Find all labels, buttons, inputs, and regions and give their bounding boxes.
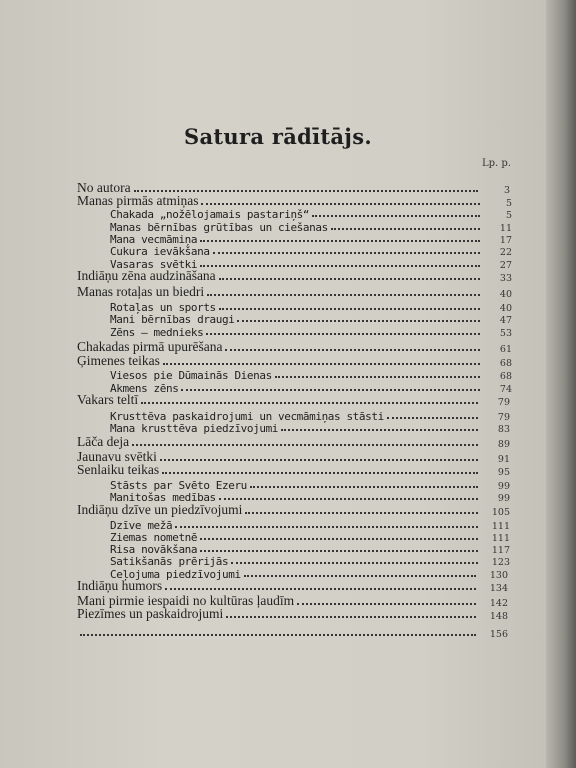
toc-entry [77, 392, 510, 408]
toc-entry-title: Akmens zēns [110, 382, 179, 395]
toc-entry-title: Ģimenes teikas [77, 353, 160, 368]
dot-leader [244, 575, 476, 577]
toc-page-number: 79 [497, 412, 510, 423]
dot-leader [162, 472, 478, 474]
toc-page-number: 27 [499, 260, 512, 271]
toc-entry-title: Manitošas medības [110, 491, 216, 504]
toc-page-number: 3 [503, 185, 510, 196]
dot-leader [219, 498, 478, 500]
toc-entry-title: Manas pirmās atmiņas [77, 193, 199, 208]
toc-page-number: 142 [489, 598, 508, 609]
toc-entry [110, 419, 510, 435]
dot-leader [219, 278, 480, 280]
toc-page-number: 74 [499, 384, 512, 395]
toc-entry [77, 606, 508, 622]
dot-leader [80, 634, 476, 636]
page-title: Satura rādītājs. [184, 124, 372, 149]
dot-leader [132, 444, 478, 446]
toc-entry-title: Indiāņu dzīve un piedzīvojumi [77, 502, 243, 517]
dot-leader [134, 190, 478, 192]
toc-entry-title: Krusttēva paskaidrojumi un vecmāmiņas stāsti [110, 410, 384, 423]
toc-page-number: 22 [499, 247, 512, 258]
toc-entry-title: No autora [77, 180, 131, 195]
toc-entry-title: Dzīve mežā [110, 519, 173, 532]
toc-page-number: 95 [497, 467, 510, 478]
dot-leader [160, 459, 478, 461]
toc-page-number: 79 [497, 397, 510, 408]
toc-page-number: 83 [497, 424, 510, 435]
dot-leader [225, 349, 480, 351]
toc-page-number: 68 [499, 371, 512, 382]
toc-entry-title: Satikšanās prērijās [110, 555, 229, 568]
toc-entry-title: Mani bērnības draugi [110, 313, 235, 326]
dot-leader [213, 252, 480, 254]
toc-page-number: 99 [497, 493, 510, 504]
dot-leader [181, 389, 480, 391]
toc-entry-title: Chakadas pirmā upurēšana [77, 339, 223, 354]
toc-entry-title: Senlaiku teikas [77, 462, 160, 477]
toc-entry-title: Stāsts par Svēto Ezeru [110, 479, 247, 492]
dot-leader [237, 320, 480, 322]
dot-leader [281, 429, 478, 431]
toc-page-number: 17 [499, 235, 512, 246]
dot-leader [245, 512, 478, 514]
book-spine-shadow [546, 0, 576, 768]
dot-leader [275, 376, 480, 378]
toc-page-number: 11 [499, 223, 512, 234]
toc-page-number: 99 [497, 481, 510, 492]
page-column-header: Lp. p. [482, 158, 511, 169]
toc-entry-title: Mana vecmāmiņa [110, 233, 198, 246]
toc-entry-title: Ceļojuma piedzīvojumi [110, 568, 241, 581]
toc-entry-title: Chakada „nožēlojamais pastariņš“ [110, 208, 310, 221]
toc-page-number: 89 [497, 439, 510, 450]
toc-entry-title: Piezīmes un paskaidrojumi [77, 606, 224, 621]
toc-entry-title: Ziemas nometnē [110, 531, 198, 544]
toc-page-number: 111 [491, 521, 510, 532]
toc-page-number: 5 [505, 198, 512, 209]
toc-entry-title: Cukura ievākšana [110, 245, 210, 258]
toc-page-number: 40 [499, 289, 512, 300]
toc-entry [77, 624, 508, 640]
dot-leader [200, 265, 480, 267]
toc-entry-title: Jaunavu svētki [77, 449, 157, 464]
toc-page-number: 156 [489, 629, 508, 640]
dot-leader [165, 588, 476, 590]
toc-entry-title: Viesos pie Dūmainās Dienas [110, 369, 272, 382]
dot-leader [163, 363, 480, 365]
toc-entry-title: Vasaras svētki [110, 258, 198, 271]
toc-entry [77, 434, 510, 450]
dot-leader [141, 402, 478, 404]
toc-entry [77, 578, 508, 594]
toc-page-number: 117 [491, 545, 510, 556]
toc-entry-title: Risa novākšana [110, 543, 198, 556]
toc-entry-title: Vakars teltī [77, 392, 139, 407]
toc-entry-title: Manas rotaļas un biedri [77, 284, 205, 299]
toc-page-number: 105 [491, 507, 510, 518]
toc-entry [77, 268, 512, 284]
toc-page-number: 40 [499, 303, 512, 314]
toc-entry-title: Lāča deja [77, 434, 130, 449]
toc-page-number: 33 [499, 273, 512, 284]
toc-entry-title: Mani pirmie iespaidi no kultūras ļaudīm [77, 593, 295, 608]
toc-entry-title: Manas bērnības grūtības un ciešanas [110, 221, 328, 234]
toc-page-number: 134 [489, 583, 508, 594]
dot-leader [226, 616, 476, 618]
toc-page-number: 53 [499, 328, 512, 339]
toc-entry [110, 323, 512, 339]
toc-page-number: 5 [505, 210, 512, 221]
toc-page-number: 68 [499, 358, 512, 369]
dot-leader [207, 294, 480, 296]
toc-page-number: 111 [491, 533, 510, 544]
dot-leader [206, 333, 480, 335]
toc-page-number: 47 [499, 315, 512, 326]
dot-leader [231, 562, 478, 564]
toc-entry-title: Indiāņu humors [77, 578, 163, 593]
toc-entry-title: Mana krusttēva piedzīvojumi [110, 422, 279, 435]
toc-entry-title: Rotaļas un sports [110, 301, 216, 314]
toc-page-number: 130 [489, 570, 508, 581]
toc-entry-title: Zēns — mednieks [110, 326, 204, 339]
toc-entry-title: Indiāņu zēna audzināšana [77, 268, 216, 283]
toc-page-number: 61 [499, 344, 512, 355]
toc-page-number: 148 [489, 611, 508, 622]
dot-leader [297, 603, 476, 605]
dot-leader [312, 215, 480, 217]
toc-page-number: 123 [491, 557, 510, 568]
toc-page-number: 91 [497, 454, 510, 465]
